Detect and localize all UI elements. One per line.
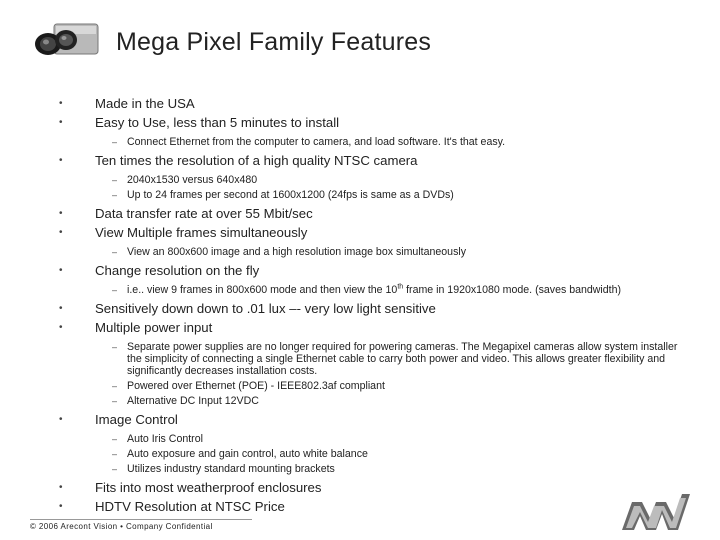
sub-list-item: – 2040x1530 versus 640x480 bbox=[0, 174, 720, 186]
list-item: • Image Control bbox=[0, 411, 720, 429]
list-item: • View Multiple frames simultaneously bbox=[0, 224, 720, 242]
sub-list-item: – Powered over Ethernet (POE) - IEEE802.3af compliant bbox=[0, 380, 720, 392]
page-title: Mega Pixel Family Features bbox=[116, 28, 432, 56]
list-item: • Fits into most weatherproof enclosures bbox=[0, 479, 720, 497]
feature-list bbox=[0, 95, 720, 516]
sub-list-item: – View an 800x600 image and a high resolution image box simultaneously bbox=[0, 246, 720, 258]
sub-list-text: i.e.. view 9 frames in 800x600 mode and then view the 10 bbox=[127, 284, 398, 296]
sub-list-item: – Connect Ethernet from the computer to camera, and load software. It's that easy. bbox=[0, 136, 720, 148]
list-item: • Data transfer rate at over 55 Mbit/sec bbox=[0, 205, 720, 223]
list-item: • Ten times the resolution of a high quality NTSC camera bbox=[0, 152, 720, 170]
sub-list-item: – Utilizes industry standard mounting brackets bbox=[0, 463, 720, 475]
list-item: • Made in the USA bbox=[0, 95, 720, 113]
footer-text: © 2006 Arecont Vision • Company Confidential bbox=[30, 522, 213, 531]
sub-list-item: – Auto Iris Control bbox=[0, 433, 720, 445]
list-item: • HDTV Resolution at NTSC Price bbox=[0, 498, 720, 516]
sub-list-item: – Up to 24 frames per second at 1600x1200 (24fps is same as a DVDs) bbox=[0, 189, 720, 201]
av-logo-icon bbox=[618, 488, 694, 532]
list-item: • Sensitively down down to .01 lux –- very low light sensitive bbox=[0, 300, 720, 318]
list-item: • Change resolution on the fly bbox=[0, 262, 720, 280]
sub-list-item: – Auto exposure and gain control, auto white balance bbox=[0, 448, 720, 460]
sub-list-text: frame in 1920x1080 mode. (saves bandwidth) bbox=[403, 284, 622, 296]
list-item: • Easy to Use, less than 5 minutes to install bbox=[0, 114, 720, 132]
footer-divider bbox=[30, 519, 252, 520]
sub-list-item: – Separate power supplies are no longer required for powering cameras. The Megapixel cameras allow system installer the simplicity of connecting a single Ethernet cable to carry both power and video. This allows greater flexibility and significantly decreases installation costs. bbox=[0, 341, 720, 377]
sub-list-item bbox=[0, 284, 720, 296]
ordinal-suffix: th bbox=[397, 283, 404, 291]
sub-list-item: – Alternative DC Input 12VDC bbox=[0, 395, 720, 407]
camera-icon bbox=[32, 14, 104, 64]
list-item: • Multiple power input bbox=[0, 319, 720, 337]
